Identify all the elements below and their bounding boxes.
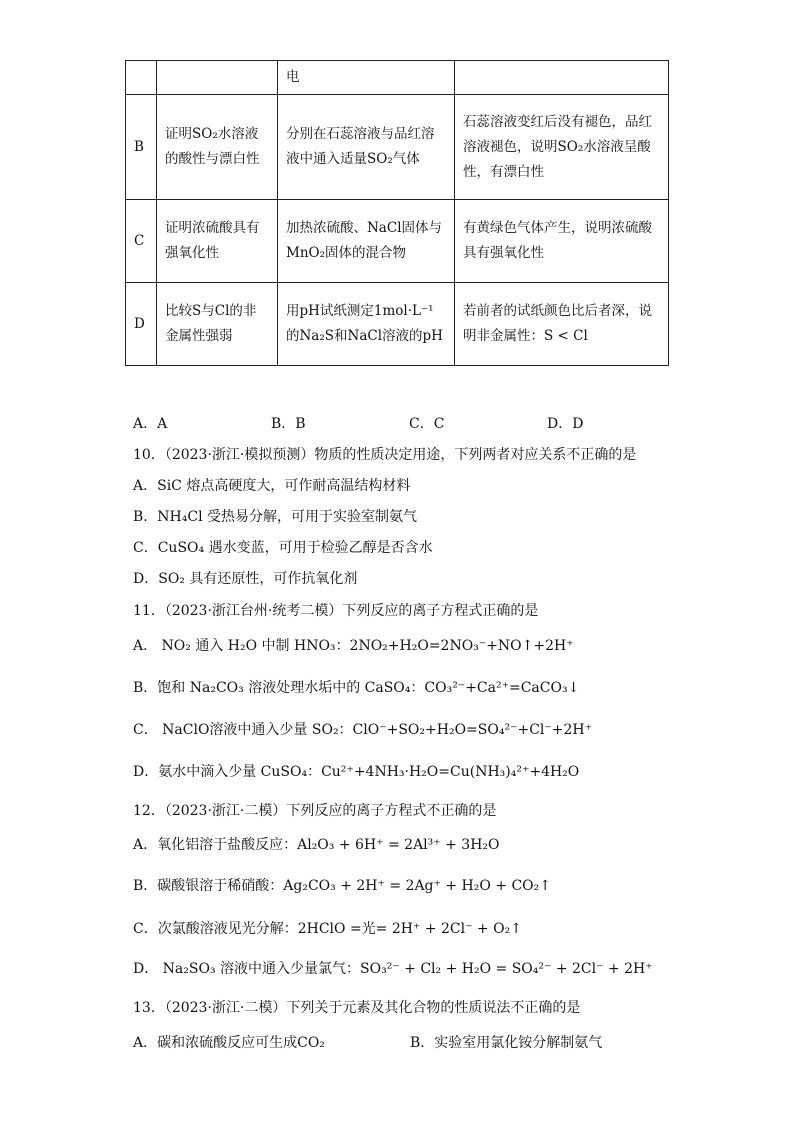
- purpose-cell: 比较S与Cl的非金属性强弱: [157, 283, 278, 366]
- q10-option-a[interactable]: A．SiC 熔点高硬度大，可作耐高温结构材料: [133, 478, 411, 494]
- q10-option-c[interactable]: C．CuSO₄ 遇水变蓝，可用于检验乙醇是否含水: [133, 540, 433, 556]
- q11-option-d[interactable]: D．氨水中滴入少量 CuSO₄：Cu²⁺+4NH₃·H₂O=Cu(NH₃)₄²⁺+4H₂O: [133, 764, 580, 780]
- purpose-cell: 证明浓硫酸具有强氧化性: [157, 200, 278, 283]
- q11-option-b[interactable]: B．饱和 Na₂CO₃ 溶液处理水垢中的 CaSO₄：CO₃²⁻+Ca²⁺=CaCO₃↓: [133, 680, 580, 696]
- q12-stem: 12．（2023·浙江·二模）下列反应的离子方程式不正确的是: [133, 803, 497, 819]
- table-row: [126, 61, 669, 95]
- operation-cell: 电: [278, 61, 455, 95]
- operation-cell: 用pH试纸测定1mol·L⁻¹的Na₂S和NaCl溶液的pH: [278, 283, 455, 366]
- q12-option-d[interactable]: D． Na₂SO₃ 溶液中通入少量氯气：SO₃²⁻ + Cl₂ + H₂O = SO₄²⁻ + 2Cl⁻ + 2H⁺: [133, 961, 653, 977]
- q10-option-d[interactable]: D．SO₂ 具有还原性，可作抗氧化剂: [133, 571, 358, 587]
- q11-option-a[interactable]: A． NO₂ 通入 H₂O 中制 HNO₃：2NO₂+H₂O=2NO₃⁻+NO↑+2H⁺: [133, 638, 574, 654]
- purpose-cell: [157, 61, 278, 95]
- q13-option-b[interactable]: B．实验室用氯化铵分解制氨气: [410, 1035, 603, 1051]
- purpose-cell: 证明SO₂水溶液的酸性与漂白性: [157, 95, 278, 200]
- q12-option-c[interactable]: C．次氯酸溶液见光分解：2HClO =光= 2H⁺ + 2Cl⁻ + O₂↑: [133, 921, 522, 937]
- conclusion-cell: [455, 61, 669, 95]
- row-label: D: [126, 283, 157, 366]
- conclusion-cell: 石蕊溶液变红后没有褪色，品红溶液褪色，说明SO₂水溶液呈酸性，有漂白性: [455, 95, 669, 200]
- q10-option-b[interactable]: B．NH₄Cl 受热易分解，可用于实验室制氨气: [133, 509, 417, 525]
- table-row: [126, 200, 669, 283]
- conclusion-cell: 若前者的试纸颜色比后者深，说明非金属性：S < Cl: [455, 283, 669, 366]
- row-label: C: [126, 200, 157, 283]
- row-label: [126, 61, 157, 95]
- operation-cell: 分别在石蕊溶液与品红溶液中通入适量SO₂气体: [278, 95, 455, 200]
- conclusion-cell: 有黄绿色气体产生，说明浓硫酸具有强氧化性: [455, 200, 669, 283]
- q12-option-b[interactable]: B．碳酸银溶于稀硝酸：Ag₂CO₃ + 2H⁺ = 2Ag⁺ + H₂O + CO₂↑: [133, 878, 552, 894]
- operation-cell: 加热浓硫酸、NaCl固体与MnO₂固体的混合物: [278, 200, 455, 283]
- table-row: [126, 95, 669, 200]
- q11-option-c[interactable]: C． NaClO溶液中通入少量 SO₂：ClO⁻+SO₂+H₂O=SO₄²⁻+Cl⁻+2H⁺: [133, 722, 593, 738]
- table-row: [126, 283, 669, 366]
- option-c[interactable]: C．C: [409, 416, 445, 432]
- experiment-table: [125, 60, 669, 366]
- row-label: B: [126, 95, 157, 200]
- q11-stem: 11．（2023·浙江台州·统考二模）下列反应的离子方程式正确的是: [133, 603, 539, 619]
- q13-stem: 13．（2023·浙江·二模）下列关于元素及其化合物的性质说法不正确的是: [133, 1000, 581, 1016]
- q10-stem: 10．（2023·浙江·模拟预测）物质的性质决定用途，下列两者对应关系不正确的是: [133, 447, 637, 463]
- q13-option-a[interactable]: A．碳和浓硫酸反应可生成CO₂: [133, 1035, 325, 1051]
- option-b[interactable]: B．B: [271, 416, 306, 432]
- option-a[interactable]: A．A: [133, 416, 168, 432]
- q12-option-a[interactable]: A．氧化铝溶于盐酸反应：Al₂O₃ + 6H⁺ = 2Al³⁺ + 3H₂O: [133, 837, 500, 853]
- option-d[interactable]: D．D: [547, 416, 584, 432]
